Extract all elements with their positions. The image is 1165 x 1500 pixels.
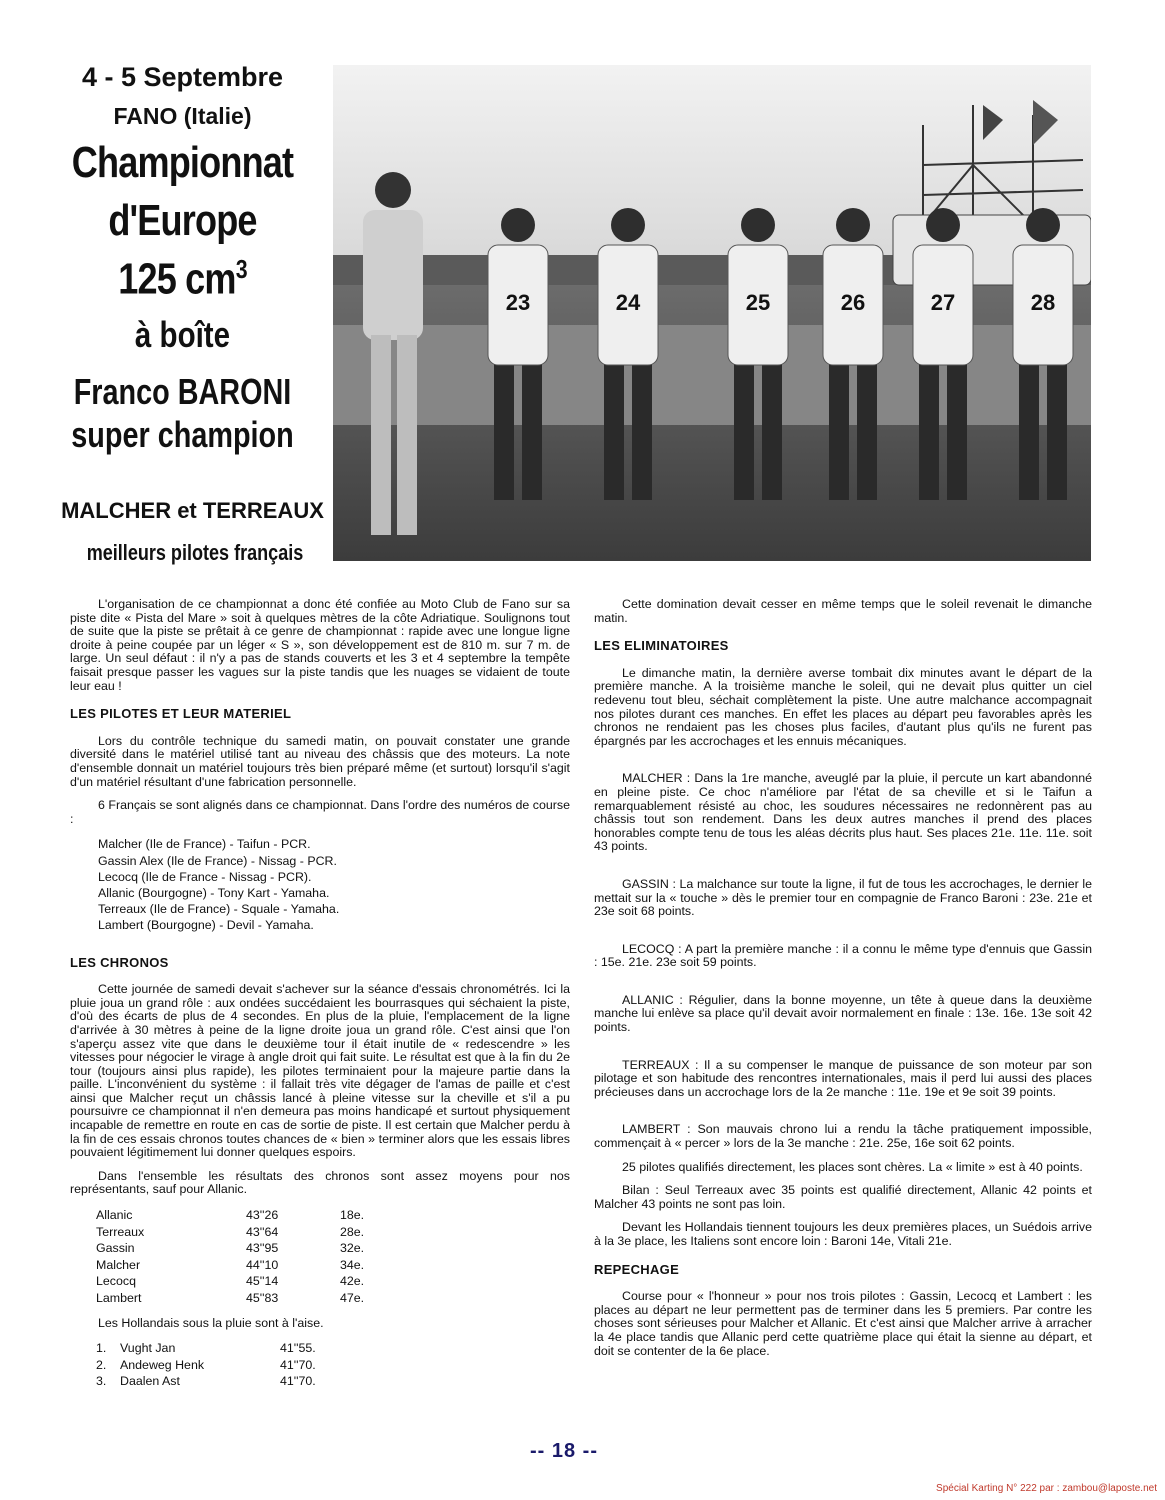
table-cell: 44''10 — [246, 1257, 279, 1272]
list-item: Lecocq (Ile de France - Nissag - PCR). — [98, 869, 312, 884]
paragraph: Dans l'ensemble les résultats des chronos sont assez moyens pour nos représentants, sauf pour Allanic. — [70, 1168, 570, 1197]
table-cell: 1. — [96, 1341, 107, 1356]
title-line-2: d'Europe — [108, 196, 257, 245]
mention-line-2: meilleurs pilotes français — [86, 540, 304, 565]
table-cell: 32e. — [340, 1241, 365, 1256]
table-cell: Andeweg Henk — [120, 1357, 205, 1372]
table-row — [96, 1240, 364, 1257]
paragraph: LAMBERT : Son mauvais chrono lui a rendu la tâche pratiquement impossible, commençait à « percer » lors de la 3e manche : 21e. 25e, 16e soit 62 points. — [594, 1122, 1092, 1151]
paragraph: Lors du contrôle technique du samedi matin, on pouvait constater une grande diversité dans le matériel utilisé tant au niveau des châssis que des moteurs. La note d'ensemble donnait un matériel toujours très bien préparé même (et surtout) lorsqu'il s'agit d'un matériel résultant d'une fabrication personnelle. — [70, 733, 570, 789]
title-line-1: Championnat — [71, 138, 294, 187]
paragraph: 25 pilotes qualifiés directement, les places sont chères. La « limite » est à 40 points. — [622, 1159, 1083, 1174]
table-cell: Gassin — [96, 1241, 135, 1256]
table-cell: Malcher — [96, 1257, 141, 1272]
event-place: FANO (Italie) — [113, 103, 252, 129]
paragraph: Devant les Hollandais tiennent toujours les deux premières places, un Suédois arrive à la 3e place, les Italiens sont encore loin : Baroni 14e, Vitali 21e. — [594, 1220, 1092, 1248]
table-cell: 43''64 — [246, 1224, 279, 1239]
table-cell: 42e. — [340, 1274, 365, 1289]
subtitle-line-2: super champion — [71, 414, 294, 455]
table-cell: 45''14 — [246, 1274, 279, 1289]
paragraph: ALLANIC : Régulier, dans la bonne moyenne, un tête à queue dans la deuxième manche lui enlève sa place qu'il devait avoir normalement en finale : 13e. 16e. 13e soit 42 points. — [594, 992, 1092, 1035]
race-bib-number: 25 — [745, 290, 771, 315]
paragraph: Le dimanche matin, la dernière averse tombait dix minutes avant le départ de la première manche. A la troisième manche le soleil, qui ne devait plus quitter un ciel redevenu tout bleu, séchait complètement la piste. Une autre malchance accompagnait nos pilotes durant ces manches. En effet les places au départ peu favorables après les chronos ne rendaient pas les choses plus faciles, d'autant plus qu'ils ne furent pas épargnés par les accrochages et les ennuis mécaniques. — [594, 665, 1092, 748]
list-item: Malcher (Ile de France) - Taifun - PCR. — [98, 837, 311, 852]
paragraph: Cette domination devait cesser en même temps que le soleil revenait le dimanche matin. — [594, 597, 1092, 625]
title-line-4: à boîte — [134, 314, 231, 355]
table-cell: 41''70. — [280, 1374, 316, 1389]
dutch-results-table — [96, 1340, 316, 1390]
table-cell: Vught Jan — [120, 1341, 176, 1356]
table-cell: 34e. — [340, 1257, 365, 1272]
table-cell: 41''55. — [280, 1341, 316, 1356]
list-item: Gassin Alex (Ile de France) - Nissag - PCR. — [98, 853, 337, 868]
paragraph: GASSIN : La malchance sur toute la ligne, il fut de tous les accrochages, le dernier le mettait sur la « touche » dès le premier tour en compagnie de Franco Baroni : 23e. 21e et 23e soit 68 points. — [594, 876, 1092, 919]
table-row — [96, 1273, 364, 1290]
section-heading: LES ELIMINATOIRES — [594, 638, 729, 654]
table-cell: 43''95 — [246, 1241, 279, 1256]
page-number: -- 18 -- — [530, 1440, 598, 1462]
scan-credit: Spécial Karting N° 222 par : zambou@laposte.net — [936, 1483, 1157, 1494]
paragraph: LECOCQ : A part la première manche : il a connu le même type d'ennuis que Gassin : 15e. 21e. 23e soit 59 points. — [594, 941, 1092, 970]
article-right-column — [594, 598, 1092, 1368]
table-cell: 18e. — [340, 1208, 365, 1223]
chrono-results-table — [96, 1207, 364, 1307]
list-item: Terreaux (Ile de France) - Squale - Yamaha. — [98, 902, 340, 917]
list-item: Lambert (Bourgogne) - Devil - Yamaha. — [98, 918, 314, 933]
race-bib-number: 26 — [840, 290, 866, 315]
paragraph: Les Hollandais sous la pluie sont à l'aise. — [98, 1315, 324, 1330]
paragraph: Cette journée de samedi devait s'achever sur la séance d'essais chronométrés. Ici la pluie joua un grand rôle : aux ondées succédaient les bourrasques qui séchaient la piste, d'où des écarts de plus de 4 secondes. En plus de la pluie, l'emplacement de la ligne d'arrivée à 30 mètres à peine de la ligne droite joua un grand rôle. C'est ainsi que l'on s'aperçu assez vite que dans le deuxième tour il était inutile de « redescendre » les vitesses pour négocier le virage à angle droit qui fait suite. Le résultat est que à la fin du 2e tour (toujours ainsi plus rapide), les pilotes terminaient pour la majeure partie dans la paille. L'inconvénient du système : il fallait très vite dégager de l'amas de paille et c'est ainsi que Malcher reçut un châssis lancé à pleine vitesse sur la cheville et s'il a pu poursuivre ce championnat il n'en demeura pas moins handicapé et surtout physiquement incapable de remettre en route en cas de sortie de piste. Il est certain que Malcher perdu à la fin de ces essais chronos toutes chances de « bien » terminer alors que les essais libres pouvaient légitimement lui donner quelques espoirs. — [70, 982, 570, 1160]
table-row — [96, 1373, 316, 1390]
list-item: Allanic (Bourgogne) - Tony Kart - Yamaha. — [98, 885, 330, 900]
race-bib-number: 23 — [505, 290, 531, 315]
race-bib-number: 27 — [930, 290, 956, 315]
table-cell: 2. — [96, 1357, 107, 1372]
team-photo — [333, 65, 1091, 561]
table-cell: 45''83 — [246, 1291, 279, 1305]
title-line-3 — [66, 254, 300, 305]
intro-paragraph: L'organisation de ce championnat a donc été confiée au Moto Club de Fano sur sa piste dite « Pista del Mare » soit à quelques mètres de la côte Adriatique. Soulignons tout de suite que la piste se prêtait à ce genre de championnat : rapide avec une longue ligne droite à peine coupée par un léger « S », son développement est de 810 m. sur 7 m. de large. Un seul défaut : il n'y a pas de stands couverts et les 3 et 4 septembre la tempête faisait presque passer les vagues sur la piste tandis que les nuages se vidaient de toute leur eau ! — [70, 597, 570, 693]
paragraph: Bilan : Seul Terreaux avec 35 points est qualifié directement, Allanic 42 points et Malcher 43 points ne sont pas loin. — [594, 1183, 1092, 1211]
race-bib-number: 28 — [1030, 290, 1056, 315]
table-cell: Daalen Ast — [120, 1374, 180, 1389]
section-heading: REPECHAGE — [594, 1261, 680, 1277]
table-row — [96, 1207, 364, 1224]
title-cc: 125 cm — [118, 254, 236, 304]
table-cell: 43''26 — [246, 1208, 279, 1223]
table-cell: Terreaux — [96, 1224, 145, 1239]
race-bib-number: 24 — [615, 290, 641, 315]
mention-line-1: MALCHER et TERREAUX — [61, 498, 324, 523]
table-cell: 41''70. — [280, 1357, 316, 1372]
article-left-column — [70, 598, 570, 1390]
table-row — [96, 1257, 364, 1274]
table-cell: 47e. — [340, 1291, 365, 1305]
table-row — [96, 1224, 364, 1241]
table-cell: 3. — [96, 1374, 107, 1389]
paragraph: MALCHER : Dans la 1re manche, aveuglé par la pluie, il percute un kart abandonné en pleine piste. Ce choc n'améliore par l'état de sa cheville et si le Taifun a remarquablement résisté au choc, les soudures nécessaires ne redonnèrent pas au châssis tout son rendement. Dans les deux autres manches il prend des places honorables compte tenu de tous les aléas décrits plus haut. Ses places 21e. 11e. 11e. soit 43 points. — [594, 771, 1092, 854]
event-date: 4 - 5 Septembre — [81, 62, 284, 92]
subtitle-line-1: Franco BARONI — [73, 371, 292, 412]
pilot-list — [98, 836, 570, 933]
table-cell: Lecocq — [96, 1274, 136, 1289]
section-heading: LES PILOTES ET LEUR MATERIEL — [70, 706, 292, 722]
title-cc-exponent: 3 — [235, 254, 247, 284]
table-cell: Lambert — [96, 1291, 142, 1305]
table-cell: Allanic — [96, 1208, 133, 1223]
table-row — [96, 1357, 316, 1374]
paragraph: Course pour « l'honneur » pour nos trois pilotes : Gassin, Lecocq et Lambert : les places au départ ne leur permettent pas de terminer dans les 5 premiers. Par contre les choses sont sérieuses pour Malcher et Allanic. Et c'est ainsi que Malcher arrive à arracher la 4e place tandis que Allanic perd cette quatrième place qui était la sienne au départ, et doit se contenter de la 6e place. — [594, 1289, 1092, 1358]
paragraph: TERREAUX : Il a su compenser le manque de puissance de son moteur par son pilotage et son habitude des rencontres internationales, mais il perd lui aussi des places précieuses dans un accrochage lors de la 2e manche : 11e. 19e et 9e soit 39 points. — [594, 1057, 1092, 1099]
table-row — [96, 1290, 364, 1307]
table-cell: 28e. — [340, 1224, 365, 1239]
table-row — [96, 1340, 316, 1357]
paragraph: 6 Français se sont alignés dans ce championnat. Dans l'ordre des numéros de course : — [70, 798, 570, 826]
section-heading: LES CHRONOS — [70, 954, 169, 970]
